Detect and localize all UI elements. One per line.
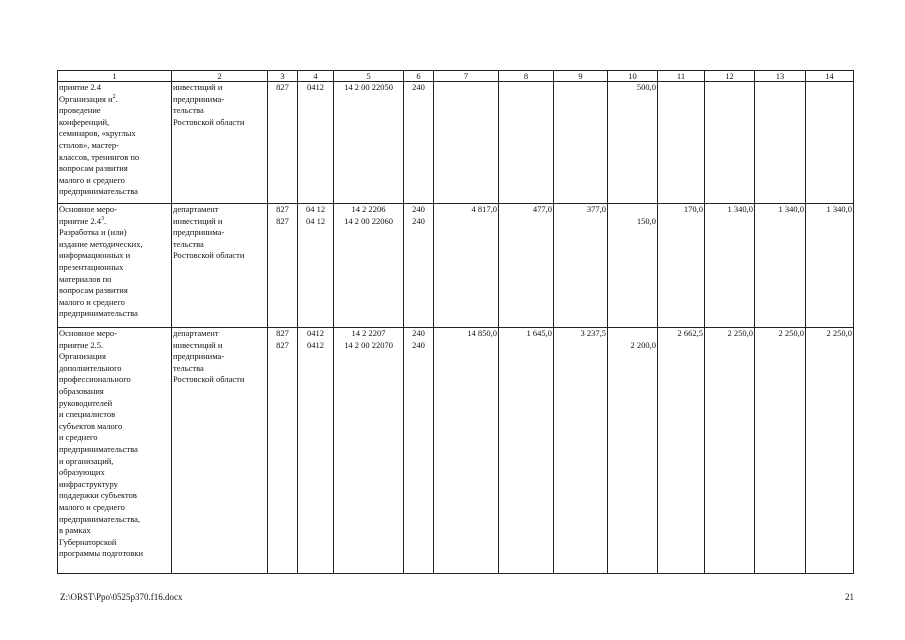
executor-line: предпринима- bbox=[173, 93, 225, 104]
description-line: семинаров, «круглых bbox=[59, 128, 136, 139]
description-line: приятие $2.4^3$. bbox=[59, 215, 107, 226]
cell-value: 0412 bbox=[307, 339, 324, 350]
column-header-10: 10 bbox=[608, 71, 658, 82]
column-header-1: 1 bbox=[58, 71, 172, 82]
description-line: и среднего bbox=[59, 432, 98, 443]
footnote-mark: 3 bbox=[101, 215, 105, 222]
description-line: вопросам развития bbox=[59, 163, 128, 174]
column-number-row bbox=[58, 71, 854, 82]
cell-value: 14 2 2207 bbox=[351, 328, 386, 338]
year-2020-cell bbox=[806, 328, 854, 574]
year-2015-cell bbox=[554, 328, 608, 574]
cell-value: 827 bbox=[276, 82, 289, 92]
grbs-code-cell bbox=[268, 204, 298, 328]
executor-line: предпринима- bbox=[173, 227, 225, 238]
column-header-3: 3 bbox=[268, 71, 298, 82]
description-line: Организация $и^2$. bbox=[59, 93, 118, 104]
cell-value: 1 340,0 bbox=[727, 204, 753, 214]
cell-value: 2 662,5 bbox=[677, 328, 703, 338]
table-row bbox=[58, 328, 854, 574]
year-2014-cell bbox=[499, 204, 554, 328]
cell-value: 827 bbox=[276, 339, 289, 350]
expense-type-cell bbox=[404, 204, 434, 328]
year-2017-cell bbox=[658, 204, 705, 328]
column-header-11: 11 bbox=[658, 71, 705, 82]
executor-line: инвестиций и bbox=[173, 215, 223, 226]
grbs-code-cell bbox=[268, 82, 298, 204]
executor-line: предпринима- bbox=[173, 351, 225, 362]
cell-value: 14 850,0 bbox=[467, 328, 497, 338]
measure-description-cell bbox=[58, 82, 172, 204]
description-line: малого и среднего bbox=[59, 501, 125, 512]
cell-value: 1 340,0 bbox=[826, 204, 852, 214]
description-line: образующих bbox=[59, 467, 105, 478]
year-2015-cell bbox=[554, 204, 608, 328]
executor-line: департамент bbox=[173, 204, 219, 214]
description-line: малого и среднего bbox=[59, 174, 125, 185]
column-header-7: 7 bbox=[434, 71, 499, 82]
cell-value: 14 2 2206 bbox=[351, 204, 386, 214]
description-line: предпринимательства, bbox=[59, 513, 140, 524]
cell-value: 0412 bbox=[307, 328, 324, 338]
description-line: поддержки субъектов bbox=[59, 490, 137, 501]
executor-line: тельства bbox=[173, 238, 204, 249]
description-line: Губернаторской bbox=[59, 536, 117, 547]
description-line: приятие 2.4 bbox=[59, 82, 102, 92]
cell-value: 477,0 bbox=[532, 204, 552, 214]
year-2018-cell bbox=[705, 328, 755, 574]
target-article-cell bbox=[334, 204, 404, 328]
description-line: дополнительного bbox=[59, 362, 122, 373]
column-header-8: 8 bbox=[499, 71, 554, 82]
year-2020-cell bbox=[806, 204, 854, 328]
program-table bbox=[57, 70, 854, 574]
cell-value: 2 250,0 bbox=[727, 328, 753, 338]
description-line: презентационных bbox=[59, 261, 124, 272]
target-article-cell bbox=[334, 328, 404, 574]
description-line: предпринимательства bbox=[59, 308, 138, 319]
description-line: профессионального bbox=[59, 374, 131, 385]
description-line: конференций, bbox=[59, 116, 110, 127]
executor-line: тельства bbox=[173, 362, 204, 373]
year-2016-cell bbox=[608, 82, 658, 204]
expense-type-cell bbox=[404, 82, 434, 204]
year-2015-cell bbox=[554, 82, 608, 204]
description-line: в рамках bbox=[59, 525, 91, 536]
column-header-6: 6 bbox=[404, 71, 434, 82]
description-line: Разработка и (или) bbox=[59, 227, 127, 238]
cell-value: 827 bbox=[276, 204, 289, 214]
cell-value: 170,0 bbox=[683, 204, 703, 214]
executor-line: инвестиций и bbox=[173, 82, 223, 92]
cell-value: 240 bbox=[412, 82, 425, 92]
cell-value: 1 340,0 bbox=[778, 204, 804, 214]
year-2018-cell bbox=[705, 204, 755, 328]
cell-value bbox=[609, 328, 656, 340]
executor-line: инвестиций и bbox=[173, 339, 223, 350]
section-code-cell bbox=[298, 204, 334, 328]
description-line: руководителей bbox=[59, 397, 113, 408]
cell-value: 14 2 00 22050 bbox=[344, 82, 393, 92]
description-line: предпринимательства bbox=[59, 443, 138, 454]
description-line: Организация bbox=[59, 351, 106, 362]
cell-value: 240 bbox=[412, 328, 425, 338]
cell-value: 14 2 00 22060 bbox=[344, 215, 393, 226]
column-header-2: 2 bbox=[172, 71, 268, 82]
year-2016-cell bbox=[608, 328, 658, 574]
executor-line: департамент bbox=[173, 328, 219, 338]
column-header-5: 5 bbox=[334, 71, 404, 82]
year-2018-cell bbox=[705, 82, 755, 204]
year-2017-cell bbox=[658, 328, 705, 574]
executor-cell bbox=[172, 328, 268, 574]
description-line: проведение bbox=[59, 105, 101, 116]
description-line: программы подготовки bbox=[59, 548, 143, 559]
cell-value: 150,0 bbox=[636, 215, 656, 226]
cell-value: 3 237,5 bbox=[580, 328, 606, 338]
executor-cell bbox=[172, 82, 268, 204]
cell-value: 1 645,0 bbox=[526, 328, 552, 338]
table-row bbox=[58, 204, 854, 328]
cell-value: 2 200,0 bbox=[630, 339, 656, 350]
description-line: информационных и bbox=[59, 250, 131, 261]
description-line: и специалистов bbox=[59, 409, 116, 420]
cell-value: 04 12 bbox=[305, 215, 326, 226]
year-2016-cell bbox=[608, 204, 658, 328]
description-line: предпринимательства bbox=[59, 186, 138, 197]
executor-line: Ростовской области bbox=[173, 374, 245, 385]
description-line: материалов по bbox=[59, 273, 112, 284]
total-amount-cell bbox=[434, 204, 499, 328]
cell-value: 500,0 bbox=[636, 82, 656, 92]
year-2017-cell bbox=[658, 82, 705, 204]
description-line: субъектов малого bbox=[59, 420, 123, 431]
cell-value: 14 2 00 22070 bbox=[344, 339, 393, 350]
cell-value: 240 bbox=[412, 339, 425, 350]
section-code-cell bbox=[298, 82, 334, 204]
year-2014-cell bbox=[499, 82, 554, 204]
cell-value: 2 250,0 bbox=[778, 328, 804, 338]
column-header-9: 9 bbox=[554, 71, 608, 82]
cell-value: 4 817,0 bbox=[471, 204, 497, 214]
description-line: Основное меро- bbox=[59, 328, 118, 338]
executor-line: Ростовской области bbox=[173, 116, 245, 127]
cell-value: 240 bbox=[412, 204, 425, 214]
footer-file-path: Z:\ORST\Ppo\0525p370.f16.docx bbox=[60, 592, 183, 602]
cell-value bbox=[609, 204, 656, 216]
description-line: приятие 2.5. bbox=[59, 339, 104, 350]
cell-value: 377,0 bbox=[586, 204, 606, 214]
cell-value: 827 bbox=[276, 328, 289, 338]
grbs-code-cell bbox=[268, 328, 298, 574]
description-line: классов, тренингов по bbox=[59, 151, 140, 162]
cell-value: 04 12 bbox=[305, 204, 326, 214]
year-2019-cell bbox=[755, 328, 806, 574]
cell-value: 827 bbox=[276, 215, 289, 226]
cell-value: 2 250,0 bbox=[826, 328, 852, 338]
column-header-12: 12 bbox=[705, 71, 755, 82]
section-code-cell bbox=[298, 328, 334, 574]
expense-type-cell bbox=[404, 328, 434, 574]
description-line: малого и среднего bbox=[59, 296, 125, 307]
year-2019-cell bbox=[755, 204, 806, 328]
column-header-4: 4 bbox=[298, 71, 334, 82]
footnote-mark: 2 bbox=[112, 93, 116, 100]
executor-line: тельства bbox=[173, 105, 204, 116]
column-header-13: 13 bbox=[755, 71, 806, 82]
description-line: инфраструктуру bbox=[59, 478, 118, 489]
column-header-14: 14 bbox=[806, 71, 854, 82]
description-line: издание методических, bbox=[59, 238, 143, 249]
measure-description-cell bbox=[58, 204, 172, 328]
total-amount-cell bbox=[434, 82, 499, 204]
description-line: и организаций, bbox=[59, 455, 114, 466]
description-line: Основное меро- bbox=[59, 204, 118, 214]
cell-value: 240 bbox=[412, 215, 425, 226]
executor-cell bbox=[172, 204, 268, 328]
description-line: образования bbox=[59, 385, 104, 396]
description-line: вопросам развития bbox=[59, 285, 128, 296]
table-row bbox=[58, 82, 854, 204]
measure-description-cell bbox=[58, 328, 172, 574]
description-line: столов», мастер- bbox=[59, 139, 119, 150]
target-article-cell bbox=[334, 82, 404, 204]
year-2014-cell bbox=[499, 328, 554, 574]
total-amount-cell bbox=[434, 328, 499, 574]
cell-value: 0412 bbox=[307, 82, 324, 92]
executor-line: Ростовской области bbox=[173, 250, 245, 261]
footer-page-number: 21 bbox=[845, 592, 854, 602]
year-2020-cell bbox=[806, 82, 854, 204]
year-2019-cell bbox=[755, 82, 806, 204]
